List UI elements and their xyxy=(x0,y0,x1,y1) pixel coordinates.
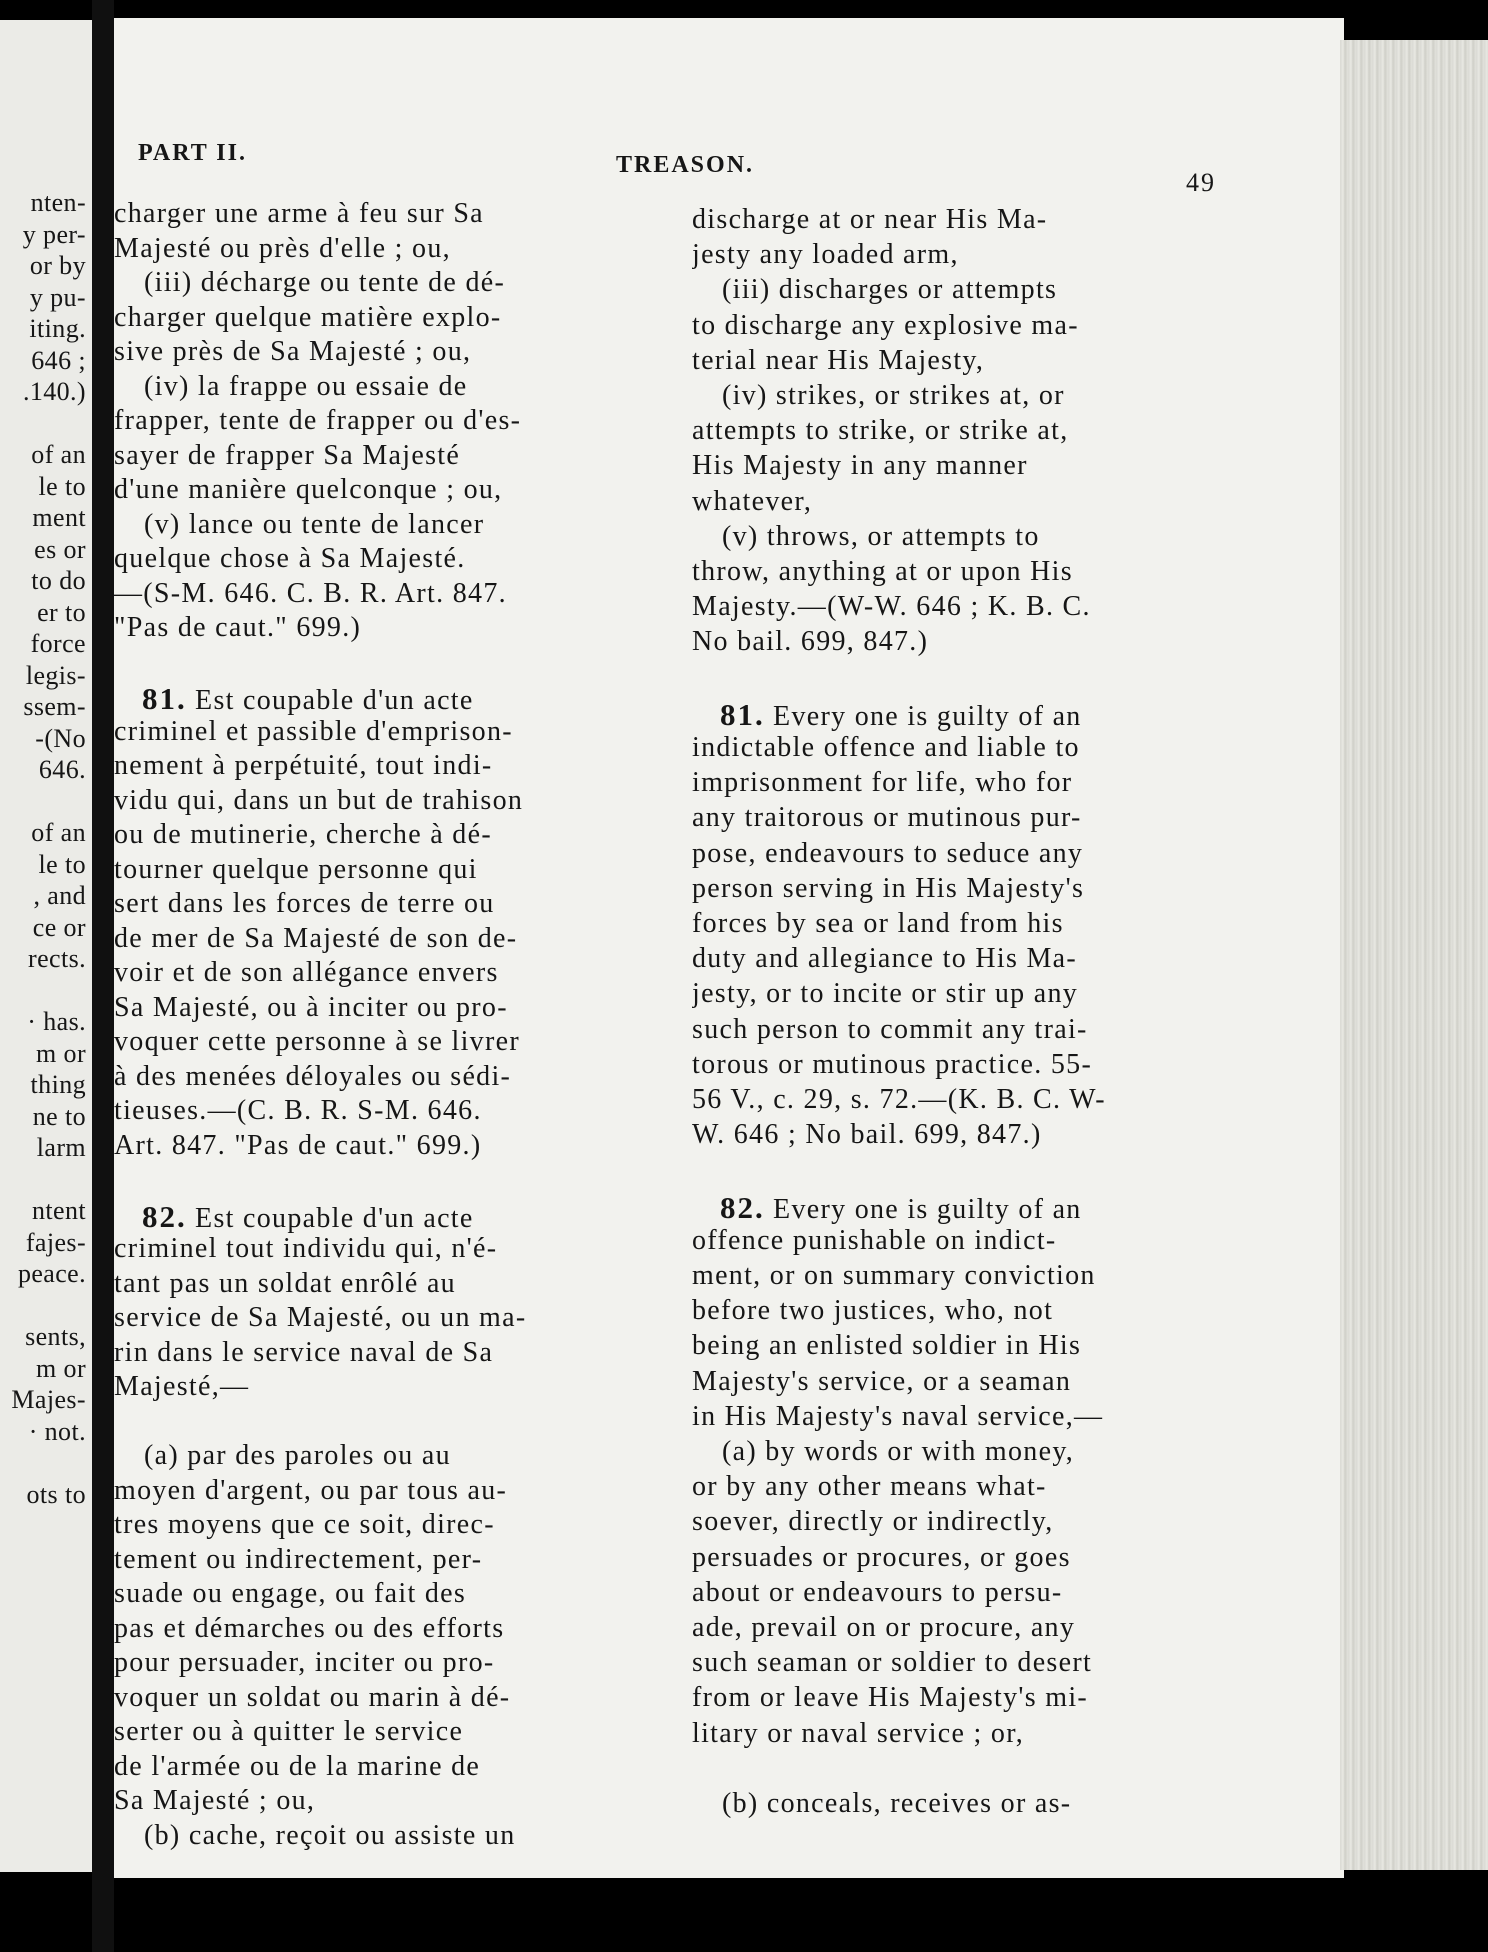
book-gutter xyxy=(92,0,114,1952)
margin-fragment: rects. xyxy=(28,944,86,973)
margin-fragment: of an xyxy=(31,440,86,469)
english-column xyxy=(692,204,1332,1878)
text-line: Sa Majesté, ou à inciter ou pro- xyxy=(114,991,508,1023)
text-line: serter ou à quitter le service xyxy=(114,1716,464,1747)
margin-fragment: Majes- xyxy=(11,1385,86,1414)
text-line: persuades or procures, or goes xyxy=(692,1541,1071,1573)
text-line: tant pas un soldat enrôlé au xyxy=(114,1267,456,1299)
text-line: pose, endeavours to seduce any xyxy=(692,837,1084,869)
text-line: voir et de son allégance envers xyxy=(114,957,499,988)
text-line: d'une manière quelconque ; ou, xyxy=(114,474,503,505)
text-line: soever, directly or indirectly, xyxy=(692,1506,1054,1538)
facing-page-fragment xyxy=(0,20,92,1872)
text-line: to discharge any explosive ma- xyxy=(692,309,1079,341)
text-line: imprisonment for life, who for xyxy=(692,767,1073,799)
text-line: 82. Every one is guilty of an xyxy=(720,1189,1082,1225)
text-line: before two justices, who, not xyxy=(692,1295,1054,1327)
margin-fragment: sents, xyxy=(25,1322,86,1351)
text-line: 81. Est coupable d'un acte xyxy=(142,681,474,716)
text-line: offence punishable on indict- xyxy=(692,1224,1057,1256)
text-line: any traitorous or mutinous pur- xyxy=(692,802,1082,834)
margin-fragment: , and xyxy=(33,881,86,910)
text-line: whatever, xyxy=(692,485,813,517)
text-line: ment, or on summary conviction xyxy=(692,1260,1096,1291)
text-line: tieuses.—(C. B. R. S-M. 646. xyxy=(114,1095,482,1126)
text-line: (b) conceals, receives or as- xyxy=(722,1788,1072,1819)
text-line: throw, anything at or upon His xyxy=(692,556,1073,587)
text-line: duty and allegiance to His Ma- xyxy=(692,943,1078,975)
text-line: —(S-M. 646. C. B. R. Art. 847. xyxy=(114,577,507,609)
text-line: from or leave His Majesty's mi- xyxy=(692,1682,1089,1714)
margin-fragment: force xyxy=(30,629,86,658)
text-line: indictable offence and liable to xyxy=(692,732,1080,763)
text-line: jesty any loaded arm, xyxy=(692,239,959,271)
margin-fragment: er to xyxy=(37,597,86,627)
text-line: (a) par des paroles ou au xyxy=(144,1440,451,1471)
text-line: de l'armée ou de la marine de xyxy=(114,1750,481,1782)
margin-fragment: m or xyxy=(36,1353,86,1383)
text-line: forces by sea or land from his xyxy=(692,908,1064,939)
text-line: frapper, tente de frapper ou d'es- xyxy=(114,405,522,436)
text-line: service de Sa Majesté, ou un ma- xyxy=(114,1302,527,1333)
text-line: sayer de frapper Sa Majesté xyxy=(114,439,461,471)
text-line: à des menées déloyales ou sédi- xyxy=(114,1060,512,1092)
text-line: de mer de Sa Majesté de son de- xyxy=(114,922,518,954)
margin-fragment: · has. xyxy=(27,1007,86,1036)
margin-fragment: 646. xyxy=(38,755,86,784)
text-line: (iii) décharge ou tente de dé- xyxy=(144,267,506,298)
margin-fragment: ntent xyxy=(32,1196,86,1225)
text-line: in His Majesty's naval service,— xyxy=(692,1400,1104,1432)
text-line: or by any other means what- xyxy=(692,1471,1047,1503)
margin-fragment: legis- xyxy=(25,660,86,690)
text-line: voquer cette personne à se livrer xyxy=(114,1026,520,1057)
text-line: pas et démarches ou des efforts xyxy=(114,1612,505,1644)
margin-fragment: y pu- xyxy=(29,282,86,312)
text-line: charger quelque matière explo- xyxy=(114,301,502,333)
text-line: ou de mutinerie, cherche à dé- xyxy=(114,819,492,850)
text-line: such person to commit any trai- xyxy=(692,1013,1088,1045)
running-head-title: TREASON. xyxy=(616,152,755,178)
text-line: (v) throws, or attempts to xyxy=(722,520,1040,552)
text-line: rin dans le service naval de Sa xyxy=(114,1336,494,1368)
text-line: Majesté,— xyxy=(114,1371,250,1402)
text-line: tement ou indirectement, per- xyxy=(114,1543,483,1575)
text-line: nement à perpétuité, tout indi- xyxy=(114,750,493,781)
margin-fragment: y per- xyxy=(22,219,86,249)
margin-fragment: to do xyxy=(31,566,86,595)
text-line: attempts to strike, or strike at, xyxy=(692,415,1069,447)
text-line: moyen d'argent, ou par tous au- xyxy=(114,1474,508,1506)
page-edge xyxy=(1340,40,1488,1870)
margin-fragment: · not. xyxy=(28,1416,86,1446)
text-line: vidu qui, dans un but de trahison xyxy=(114,784,524,816)
text-line: quelque chose à Sa Majesté. xyxy=(114,543,466,574)
section-number: 82. xyxy=(142,1198,187,1234)
margin-fragment: larm xyxy=(36,1133,86,1162)
text-line: 56 V., c. 29, s. 72.—(K. B. C. W- xyxy=(692,1084,1106,1115)
text-line: pour persuader, inciter ou pro- xyxy=(114,1647,495,1678)
text-line: jesty, or to incite or stir up any xyxy=(692,978,1079,1010)
text-line: charger une arme à feu sur Sa xyxy=(114,198,484,229)
margin-fragment: ots to xyxy=(26,1479,86,1509)
margin-fragment: 646 ; xyxy=(31,345,86,375)
margin-fragment: le to xyxy=(38,471,86,501)
text-line: (iii) discharges or attempts xyxy=(722,274,1058,306)
text-line: litary or naval service ; or, xyxy=(692,1717,1025,1749)
text-line: voquer un soldat ou marin à dé- xyxy=(114,1681,511,1713)
section-number: 81. xyxy=(142,681,187,716)
text-line: about or endeavours to persu- xyxy=(692,1576,1063,1608)
text-line: Majesty.—(W-W. 646 ; K. B. C. xyxy=(692,591,1091,623)
text-line: sive près de Sa Majesté ; ou, xyxy=(114,336,472,367)
text-line: criminel tout individu qui, n'é- xyxy=(114,1233,498,1264)
text-line: torous or mutinous practice. 55- xyxy=(692,1048,1093,1080)
text-line: such seaman or soldier to desert xyxy=(692,1647,1093,1679)
text-line: ade, prevail on or procure, any xyxy=(692,1612,1076,1643)
margin-fragment: ment xyxy=(32,503,86,532)
text-line: W. 646 ; No bail. 699, 847.) xyxy=(692,1119,1042,1151)
text-line: being an enlisted soldier in His xyxy=(692,1330,1082,1362)
text-line: Majesty's service, or a seaman xyxy=(692,1365,1072,1397)
french-column xyxy=(114,198,644,1878)
text-line: (iv) la frappe ou essaie de xyxy=(144,370,468,402)
text-line: Art. 847. "Pas de caut." 699.) xyxy=(114,1129,482,1161)
margin-fragment: ce or xyxy=(32,912,86,942)
text-line: Sa Majesté ; ou, xyxy=(114,1785,316,1816)
text-line: (b) cache, reçoit ou assiste un xyxy=(144,1819,516,1851)
margin-fragment: m or xyxy=(36,1038,86,1068)
text-line: (iv) strikes, or strikes at, or xyxy=(722,380,1065,411)
text-line: person serving in His Majesty's xyxy=(692,872,1085,904)
section-number: 81. xyxy=(720,696,765,732)
margin-fragment: ssem- xyxy=(23,692,86,721)
text-line: criminel et passible d'emprison- xyxy=(114,715,513,747)
text-line: (a) by words or with money, xyxy=(722,1436,1075,1467)
text-line: suade ou engage, ou fait des xyxy=(114,1578,467,1609)
margin-fragment: thing xyxy=(30,1070,86,1099)
text-line: 82. Est coupable d'un acte xyxy=(142,1198,474,1234)
text-line: (v) lance ou tente de lancer xyxy=(144,508,485,540)
text-line: discharge at or near His Ma- xyxy=(692,204,1048,235)
margin-fragment: es or xyxy=(34,534,86,564)
margin-fragment: .140.) xyxy=(22,377,86,406)
margin-fragment: or by xyxy=(29,251,86,280)
text-line: His Majesty in any manner xyxy=(692,450,1028,482)
margin-fragment: ne to xyxy=(32,1101,86,1131)
text-line: "Pas de caut." 699.) xyxy=(114,612,362,643)
running-head-part: PART II. xyxy=(138,140,247,166)
page-number: 49 xyxy=(1186,168,1216,197)
text-line: terial near His Majesty, xyxy=(692,344,985,376)
margin-fragment: le to xyxy=(38,849,86,879)
text-line: 81. Every one is guilty of an xyxy=(720,696,1082,732)
margin-fragment: peace. xyxy=(17,1259,86,1288)
text-line: tres moyens que ce soit, direc- xyxy=(114,1509,495,1540)
text-line: Majesté ou près d'elle ; ou, xyxy=(114,232,451,264)
text-line: tourner quelque personne qui xyxy=(114,853,478,885)
text-line: No bail. 699, 847.) xyxy=(692,626,929,658)
margin-fragment: fajes- xyxy=(25,1227,86,1257)
margin-fragment: iting. xyxy=(29,314,86,343)
text-line: sert dans les forces de terre ou xyxy=(114,888,495,919)
margin-fragment: -(No xyxy=(35,723,86,753)
margin-fragment: of an xyxy=(31,818,86,847)
section-number: 82. xyxy=(720,1189,765,1225)
margin-fragment: nten- xyxy=(30,188,86,217)
book-page xyxy=(114,18,1344,1878)
